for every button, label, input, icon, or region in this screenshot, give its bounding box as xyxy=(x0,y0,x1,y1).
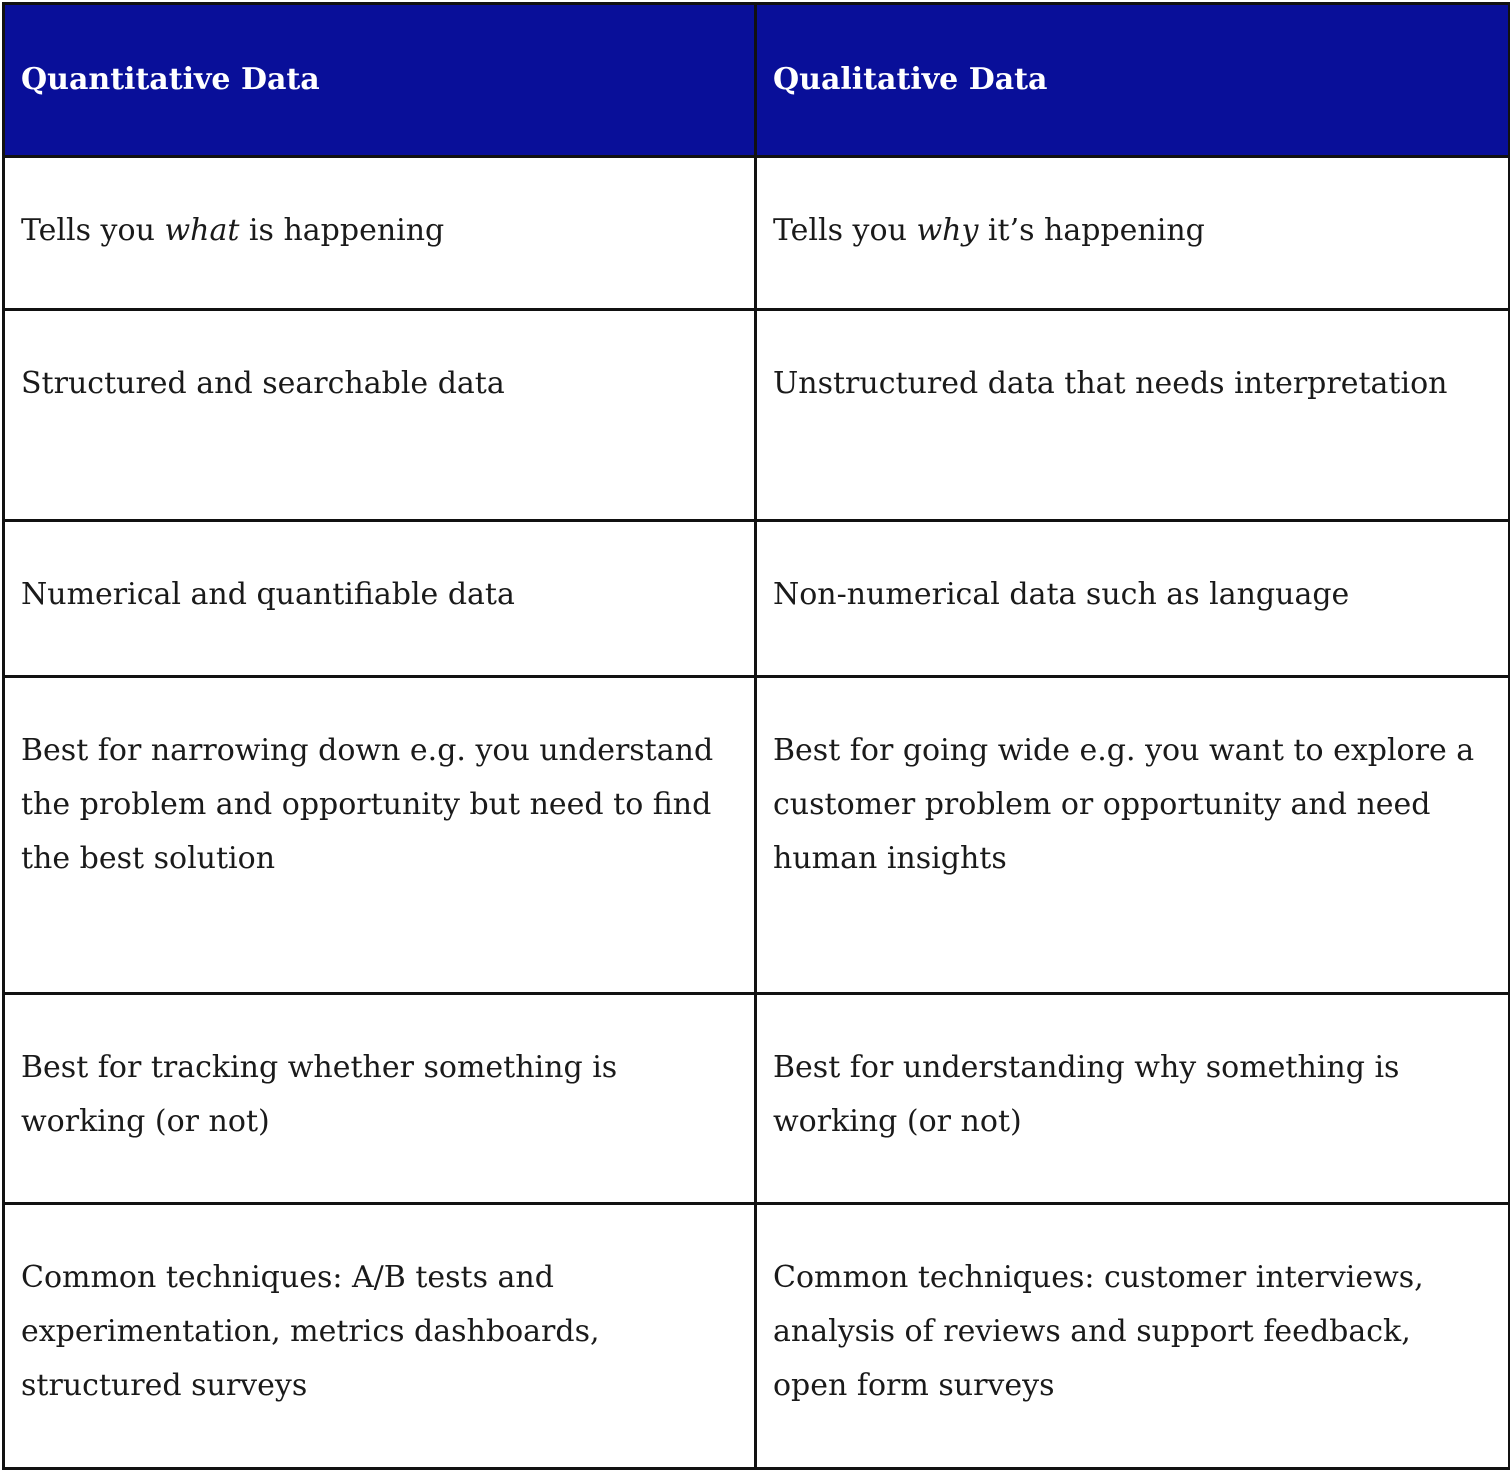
cell-qualitative: Best for going wide e.g. you want to explore a customer problem or opportunity and need human insights xyxy=(756,677,1510,994)
cell-quantitative: Best for tracking whether something is working (or not) xyxy=(4,994,756,1204)
cell-qualitative: Non-numerical data such as language xyxy=(756,521,1510,677)
cell-qualitative: Common techniques: customer interviews, analysis of reviews and support feedback, open form surveys xyxy=(756,1204,1510,1469)
header-qualitative: Qualitative Data xyxy=(756,4,1510,157)
cell-text: is happening xyxy=(239,213,445,248)
cell-text: Tells you xyxy=(773,213,917,248)
cell-qualitative: Unstructured data that needs interpretation xyxy=(756,310,1510,521)
header-row xyxy=(4,4,1510,157)
cell-text: it’s happening xyxy=(978,213,1205,248)
cell-quantitative: Structured and searchable data xyxy=(4,310,756,521)
table-row xyxy=(4,677,1510,994)
cell-quantitative: Numerical and quantifiable data xyxy=(4,521,756,677)
cell-quantitative: Common techniques: A/B tests and experimentation, metrics dashboards, structured surveys xyxy=(4,1204,756,1469)
comparison-table xyxy=(2,2,1510,1470)
cell-qualitative: Best for understanding why something is working (or not) xyxy=(756,994,1510,1204)
table-row xyxy=(4,310,1510,521)
header-quantitative: Quantitative Data xyxy=(4,4,756,157)
table-row xyxy=(4,994,1510,1204)
table-row xyxy=(4,1204,1510,1469)
table-row xyxy=(4,157,1510,310)
table-row xyxy=(4,521,1510,677)
cell-qualitative xyxy=(756,157,1510,310)
cell-emphasis: what xyxy=(164,213,240,248)
cell-text: Tells you xyxy=(21,213,165,248)
cell-quantitative: Best for narrowing down e.g. you understand the problem and opportunity but need to find the best solution xyxy=(4,677,756,994)
cell-quantitative xyxy=(4,157,756,310)
cell-emphasis: why xyxy=(916,213,979,248)
